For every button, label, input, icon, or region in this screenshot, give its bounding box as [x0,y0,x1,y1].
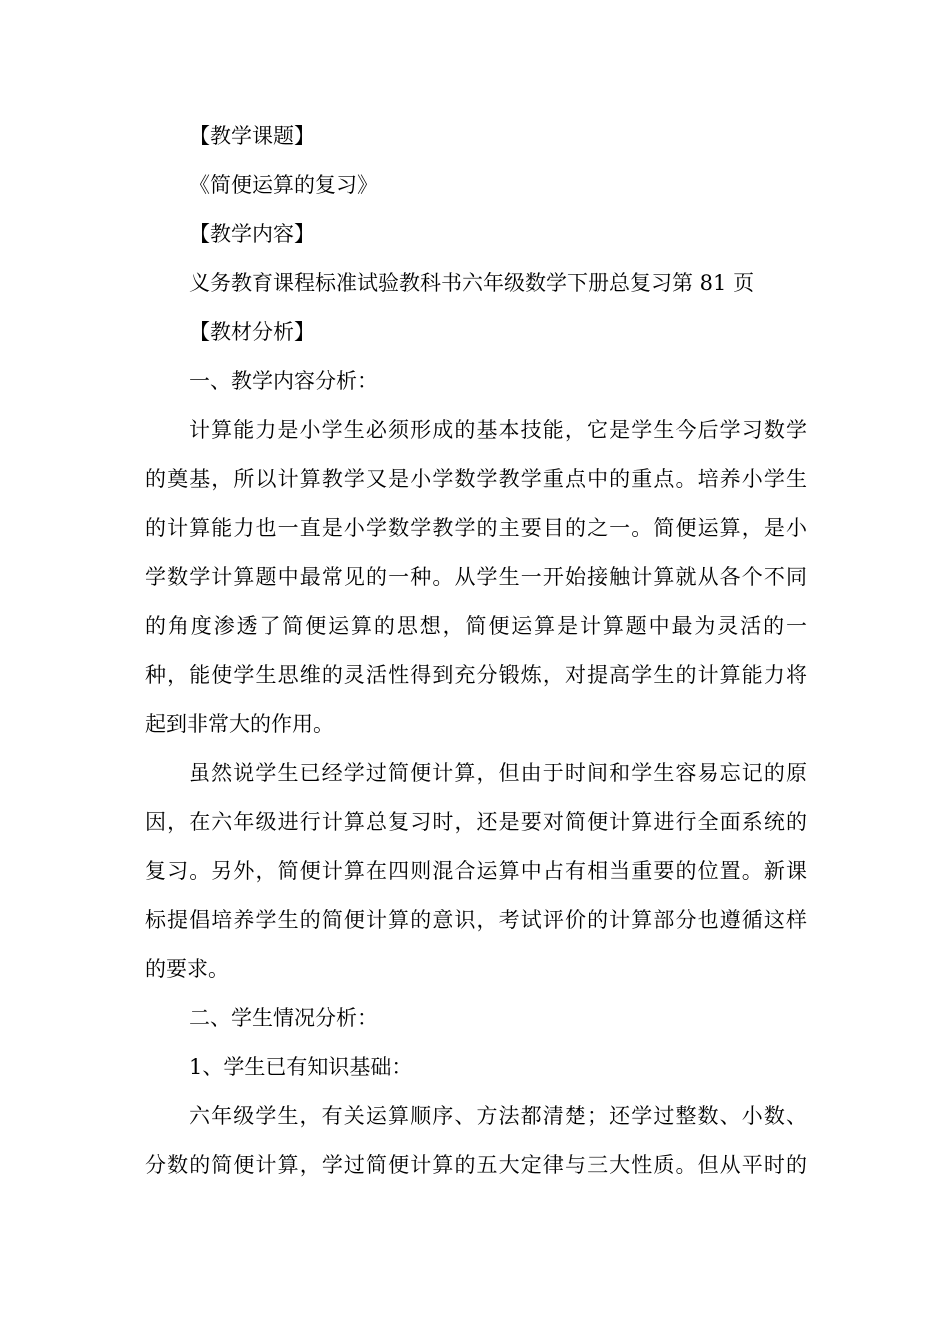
section-heading-student-analysis: 二、学生情况分析： [189,1006,378,1030]
paragraph-line: 六年级学生，有关运算顺序、方法都清楚；还学过整数、小数、 [189,1104,807,1128]
paragraph-line: 标提倡培养学生的简便计算的意识，考试评价的计算部分也遵循这样 [145,908,807,932]
paragraph-line: 的计算能力也一直是小学数学教学的主要目的之一。简便运算，是小 [145,516,807,540]
document-page [145,112,807,1190]
paragraph-review-importance [145,749,807,994]
heading-material-analysis: 【教材分析】 [189,320,315,344]
paragraph-line: 起到非常大的作用。 [145,712,334,736]
lesson-title: 《简便运算的复习》 [189,173,378,197]
paragraph-line: 种，能使学生思维的灵活性得到充分锻炼，对提高学生的计算能力将 [145,663,807,687]
heading-teaching-topic: 【教学课题】 [189,124,315,148]
paragraph-line: 的要求。 [145,957,229,981]
teaching-content-text: 义务教育课程标准试验教科书六年级数学下册总复习第 81 页 [189,271,755,295]
paragraph-computation-ability [145,406,807,749]
paragraph-line: 计算能力是小学生必须形成的基本技能，它是学生今后学习数学 [189,418,807,442]
subsection-heading-knowledge-base: 1、学生已有知识基础： [189,1055,413,1079]
paragraph-line: 因，在六年级进行计算总复习时，还是要对简便计算进行全面系统的 [145,810,807,834]
paragraph-line: 的奠基，所以计算教学又是小学数学教学重点中的重点。培养小学生 [145,467,807,491]
paragraph-line: 虽然说学生已经学过简便计算，但由于时间和学生容易忘记的原 [189,761,807,785]
paragraph-line: 学数学计算题中最常见的一种。从学生一开始接触计算就从各个不同 [145,565,807,589]
paragraph-line: 的角度渗透了简便运算的思想，简便运算是计算题中最为灵活的一 [145,614,807,638]
paragraph-student-knowledge [145,1092,807,1190]
paragraph-line: 分数的简便计算，学过简便计算的五大定律与三大性质。但从平时的 [145,1153,807,1177]
section-heading-content-analysis: 一、教学内容分析： [189,369,378,393]
paragraph-line: 复习。另外，简便计算在四则混合运算中占有相当重要的位置。新课 [145,859,807,883]
heading-teaching-content: 【教学内容】 [189,222,315,246]
